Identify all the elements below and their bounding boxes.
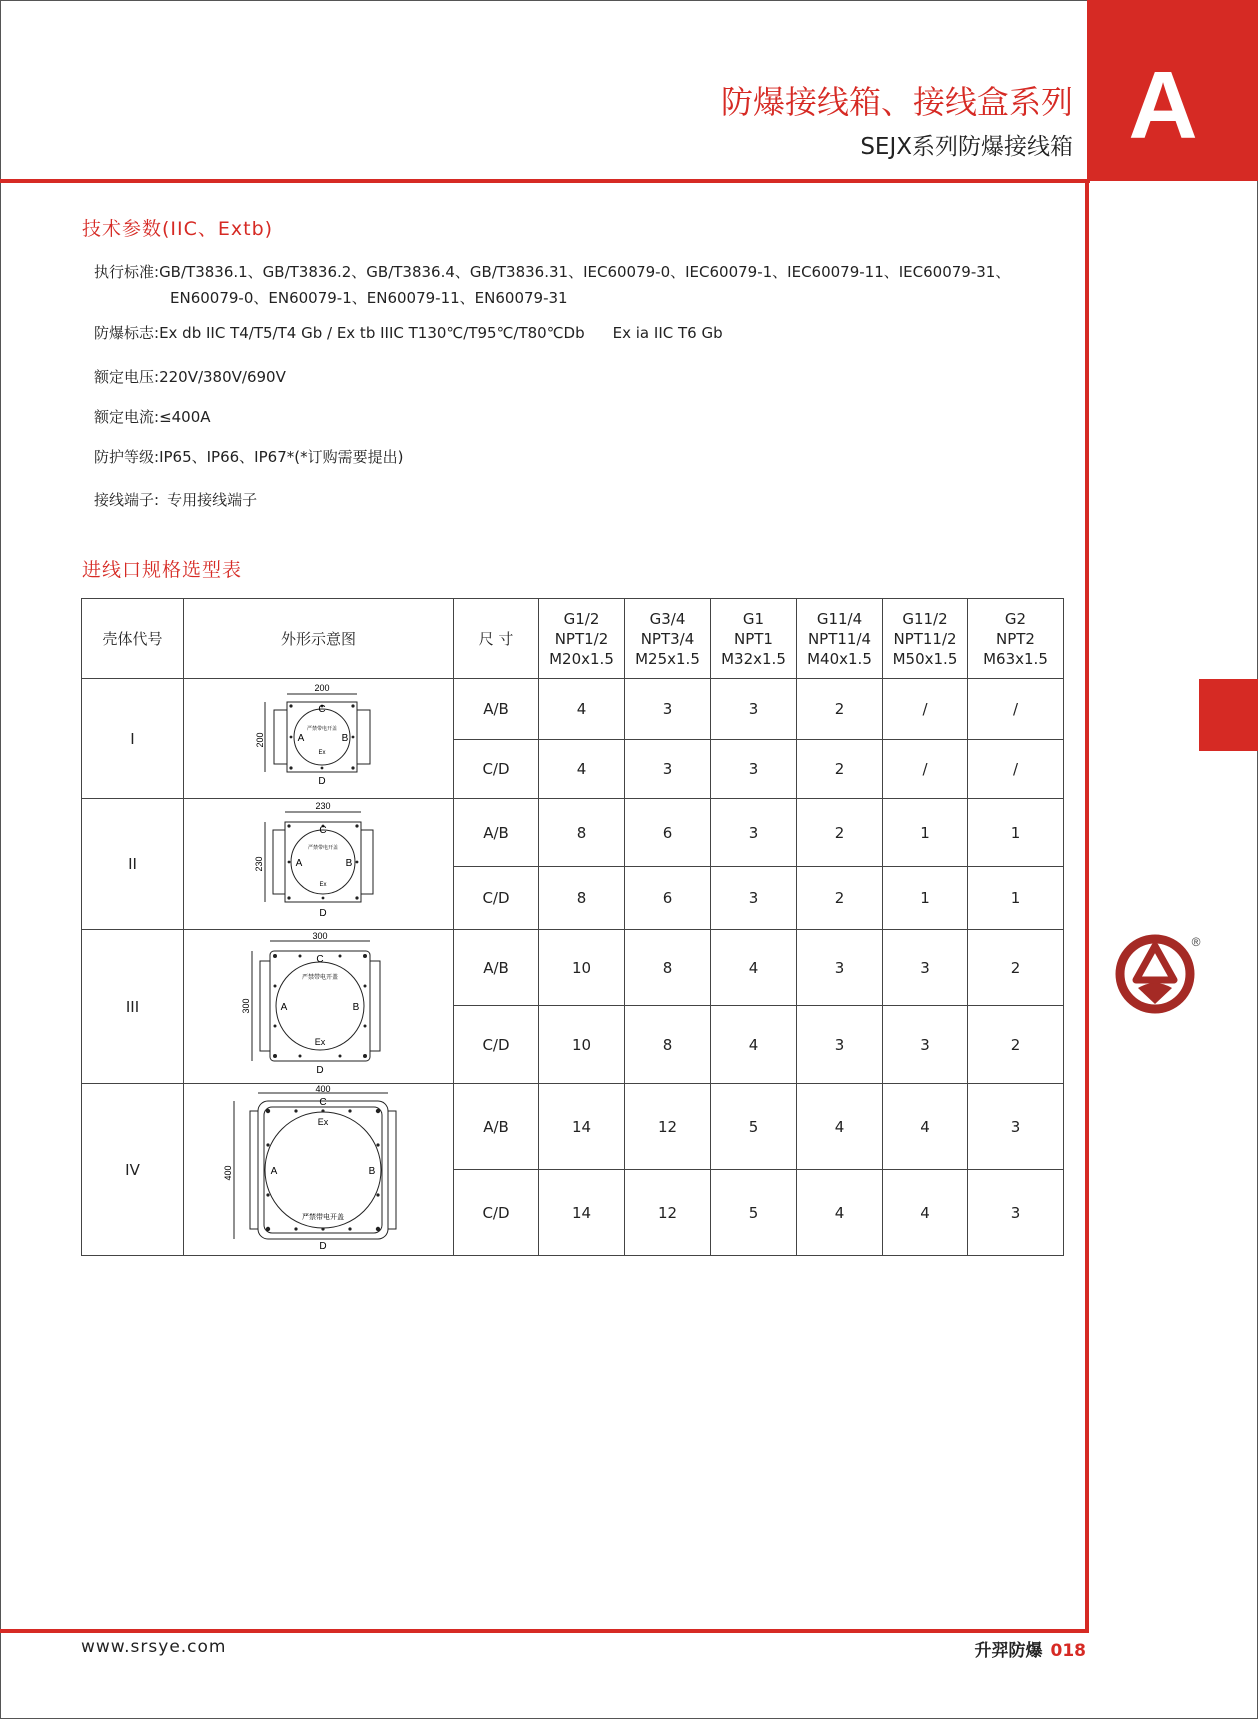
value-cell: 10 [539, 1006, 625, 1084]
header-entry-1: G1/2 NPT1/2 M20x1.5 [539, 599, 625, 679]
footer-website-link[interactable]: www.srsye.com [81, 1637, 227, 1657]
header-entry-6: G2 NPT2 M63x1.5 [968, 599, 1064, 679]
drawing-label-ex: Ex [317, 1116, 328, 1127]
value-cell: 4 [711, 930, 797, 1006]
value-cell: 1 [968, 799, 1064, 867]
side-cell: A/B [454, 799, 539, 867]
shell-code: I [82, 679, 184, 799]
value-cell: 3 [797, 1006, 883, 1084]
page-title: 防爆接线箱、接线盒系列 [720, 83, 1073, 121]
table-heading: 进线口规格选型表 [82, 559, 243, 581]
value-cell: 8 [539, 867, 625, 930]
drawing-dimension-side: 300 [240, 997, 251, 1014]
value-cell: 1 [883, 867, 968, 930]
value-cell: 4 [883, 1084, 968, 1170]
spec-marking-value: Ex db IIC T4/T5/T4 Gb / Ex tb IIIC T130℃/T95℃/T80℃Db [159, 324, 585, 342]
drawing-label-c: C [318, 1096, 327, 1108]
value-cell: 10 [539, 930, 625, 1006]
drawing-dimension-side: 230 [253, 856, 264, 872]
header-entry-5: G11/2 NPT11/2 M50x1.5 [883, 599, 968, 679]
shape-drawing [184, 1084, 454, 1256]
header-entry-4: G11/4 NPT11/4 M40x1.5 [797, 599, 883, 679]
drawing-label-a: A [270, 1165, 277, 1177]
drawing-label-ex: Ex [317, 749, 326, 756]
table-row [82, 799, 1064, 867]
header-shape: 外形示意图 [184, 599, 454, 679]
drawing-dimension-side: 200 [254, 731, 265, 748]
value-cell: 4 [797, 1084, 883, 1170]
value-cell: / [883, 679, 968, 740]
value-cell: 2 [797, 740, 883, 799]
right-rule [1085, 179, 1089, 1633]
drawing-label-a: A [295, 858, 302, 869]
drawing-label-b: B [352, 1001, 359, 1013]
header-rule [0, 179, 1090, 183]
drawing-warning-label: 严禁带电开盖 [306, 725, 337, 732]
spec-terminal [94, 487, 257, 513]
value-cell: 3 [711, 867, 797, 930]
value-cell: 4 [539, 740, 625, 799]
spec-standard-value-2: EN60079-0、EN60079-1、EN60079-11、EN60079-31 [170, 289, 568, 307]
section-tab-block [1087, 0, 1258, 181]
shell-code: II [82, 799, 184, 930]
value-cell: 4 [883, 1170, 968, 1256]
spec-terminal-label: 接线端子: [94, 491, 160, 509]
header-entry-2: G3/4 NPT3/4 M25x1.5 [625, 599, 711, 679]
value-cell: 3 [711, 799, 797, 867]
section-letter: A [1128, 52, 1198, 159]
drawing-label-c: C [315, 953, 324, 965]
drawing-label-d: D [315, 1064, 324, 1076]
value-cell: 5 [711, 1084, 797, 1170]
page-subtitle: SEJX系列防爆接线箱 [860, 134, 1073, 160]
drawing-label-b: B [345, 858, 352, 869]
drawing-warning-label: 严禁带电开盖 [301, 1213, 344, 1221]
entry-selection-table [81, 598, 1064, 1256]
drawing-label-b: B [368, 1165, 375, 1177]
drawing-warning-label: 严禁带电开盖 [307, 845, 338, 851]
tech-heading: 技术参数(IIC、Extb) [82, 218, 274, 240]
side-cell: C/D [454, 1170, 539, 1256]
value-cell: 2 [797, 679, 883, 740]
spec-voltage [94, 364, 286, 390]
drawing-label-d: D [318, 908, 327, 919]
value-cell: 8 [625, 930, 711, 1006]
table-row [82, 679, 1064, 740]
value-cell: 3 [968, 1084, 1064, 1170]
drawing-label-a: A [297, 732, 304, 744]
spec-ip [94, 444, 403, 470]
enclosure-drawing-iv [224, 1085, 414, 1251]
spec-current [94, 404, 211, 430]
spec-voltage-value: 220V/380V/690V [159, 368, 286, 386]
value-cell: 4 [711, 1006, 797, 1084]
header-entry-3: G1 NPT1 M32x1.5 [711, 599, 797, 679]
registered-mark: ® [1191, 935, 1201, 949]
footer-brand-name: 升羿防爆 [974, 1641, 1043, 1661]
header-size: 尺 寸 [454, 599, 539, 679]
footer-brand [975, 1636, 1087, 1661]
value-cell: / [968, 679, 1064, 740]
spec-standard-value: GB/T3836.1、GB/T3836.2、GB/T3836.4、GB/T3836.31、IEC60079-0、IEC60079-1、IEC60079-11、IEC60079-31、 [159, 263, 1011, 281]
drawing-dimension: 230 [314, 801, 331, 811]
enclosure-drawing-iii [240, 930, 394, 1079]
enclosure-drawing-ii [253, 800, 381, 924]
drawing-label-d: D [317, 775, 326, 787]
shape-drawing [184, 799, 454, 930]
spec-marking-value-2: Ex ia IIC T6 Gb [612, 324, 723, 342]
value-cell: 6 [625, 867, 711, 930]
value-cell: 1 [883, 799, 968, 867]
value-cell: 3 [968, 1170, 1064, 1256]
spec-marking [94, 320, 723, 346]
spec-marking-label: 防爆标志: [94, 324, 160, 342]
page-number: 018 [1050, 1641, 1086, 1661]
drawing-dimension: 300 [311, 930, 328, 941]
value-cell: 12 [625, 1084, 711, 1170]
value-cell: 5 [711, 1170, 797, 1256]
drawing-dimension: 400 [314, 1083, 331, 1094]
drawing-label-a: A [280, 1001, 287, 1013]
drawing-dimension: 200 [313, 682, 330, 693]
value-cell: 2 [968, 930, 1064, 1006]
shape-drawing [184, 679, 454, 799]
side-cell: A/B [454, 930, 539, 1006]
value-cell: 2 [797, 799, 883, 867]
value-cell: 3 [711, 679, 797, 740]
value-cell: 1 [968, 867, 1064, 930]
value-cell: 4 [797, 1170, 883, 1256]
value-cell: 6 [625, 799, 711, 867]
table-row [82, 1084, 1064, 1170]
side-cell: C/D [454, 867, 539, 930]
drawing-label-c: C [318, 825, 327, 836]
drawing-label-c: C [317, 703, 326, 715]
enclosure-drawing-i [254, 682, 379, 792]
spec-voltage-label: 额定电压: [94, 368, 160, 386]
value-cell: 2 [797, 867, 883, 930]
footer-rule [0, 1629, 1089, 1633]
company-logo-icon [1112, 932, 1202, 1022]
value-cell: 4 [539, 679, 625, 740]
value-cell: 3 [625, 679, 711, 740]
side-cell: C/D [454, 740, 539, 799]
value-cell: 14 [539, 1084, 625, 1170]
drawing-label-ex: Ex [318, 882, 327, 888]
value-cell: 3 [711, 740, 797, 799]
table-header-row [82, 599, 1064, 679]
spec-standard [94, 259, 1010, 285]
drawing-label-d: D [318, 1240, 327, 1252]
table-row [82, 930, 1064, 1006]
spec-ip-label: 防护等级: [94, 448, 160, 466]
side-cell: C/D [454, 1006, 539, 1084]
drawing-label-b: B [341, 732, 348, 744]
spec-standard-label: 执行标准: [94, 263, 160, 281]
value-cell: 8 [539, 799, 625, 867]
spec-terminal-value: 专用接线端子 [167, 491, 258, 509]
drawing-label-ex: Ex [314, 1036, 325, 1047]
value-cell: 14 [539, 1170, 625, 1256]
side-cell: A/B [454, 1084, 539, 1170]
value-cell: 2 [968, 1006, 1064, 1084]
drawing-dimension-side: 400 [222, 1164, 233, 1181]
side-cell: A/B [454, 679, 539, 740]
value-cell: / [968, 740, 1064, 799]
value-cell: 12 [625, 1170, 711, 1256]
value-cell: 3 [883, 1006, 968, 1084]
shape-drawing [184, 930, 454, 1084]
spec-current-label: 额定电流: [94, 408, 160, 426]
header-shell-code: 壳体代号 [82, 599, 184, 679]
value-cell: 3 [797, 930, 883, 1006]
value-cell: 8 [625, 1006, 711, 1084]
value-cell: 3 [625, 740, 711, 799]
shell-code: IV [82, 1084, 184, 1256]
value-cell: 3 [883, 930, 968, 1006]
shell-code: III [82, 930, 184, 1084]
value-cell: / [883, 740, 968, 799]
spec-current-value: ≤400A [159, 408, 211, 426]
spec-ip-value: IP65、IP66、IP67*(*订购需要提出) [159, 448, 404, 466]
side-tab-marker [1199, 679, 1258, 751]
drawing-warning-label: 严禁带电开盖 [301, 974, 338, 981]
